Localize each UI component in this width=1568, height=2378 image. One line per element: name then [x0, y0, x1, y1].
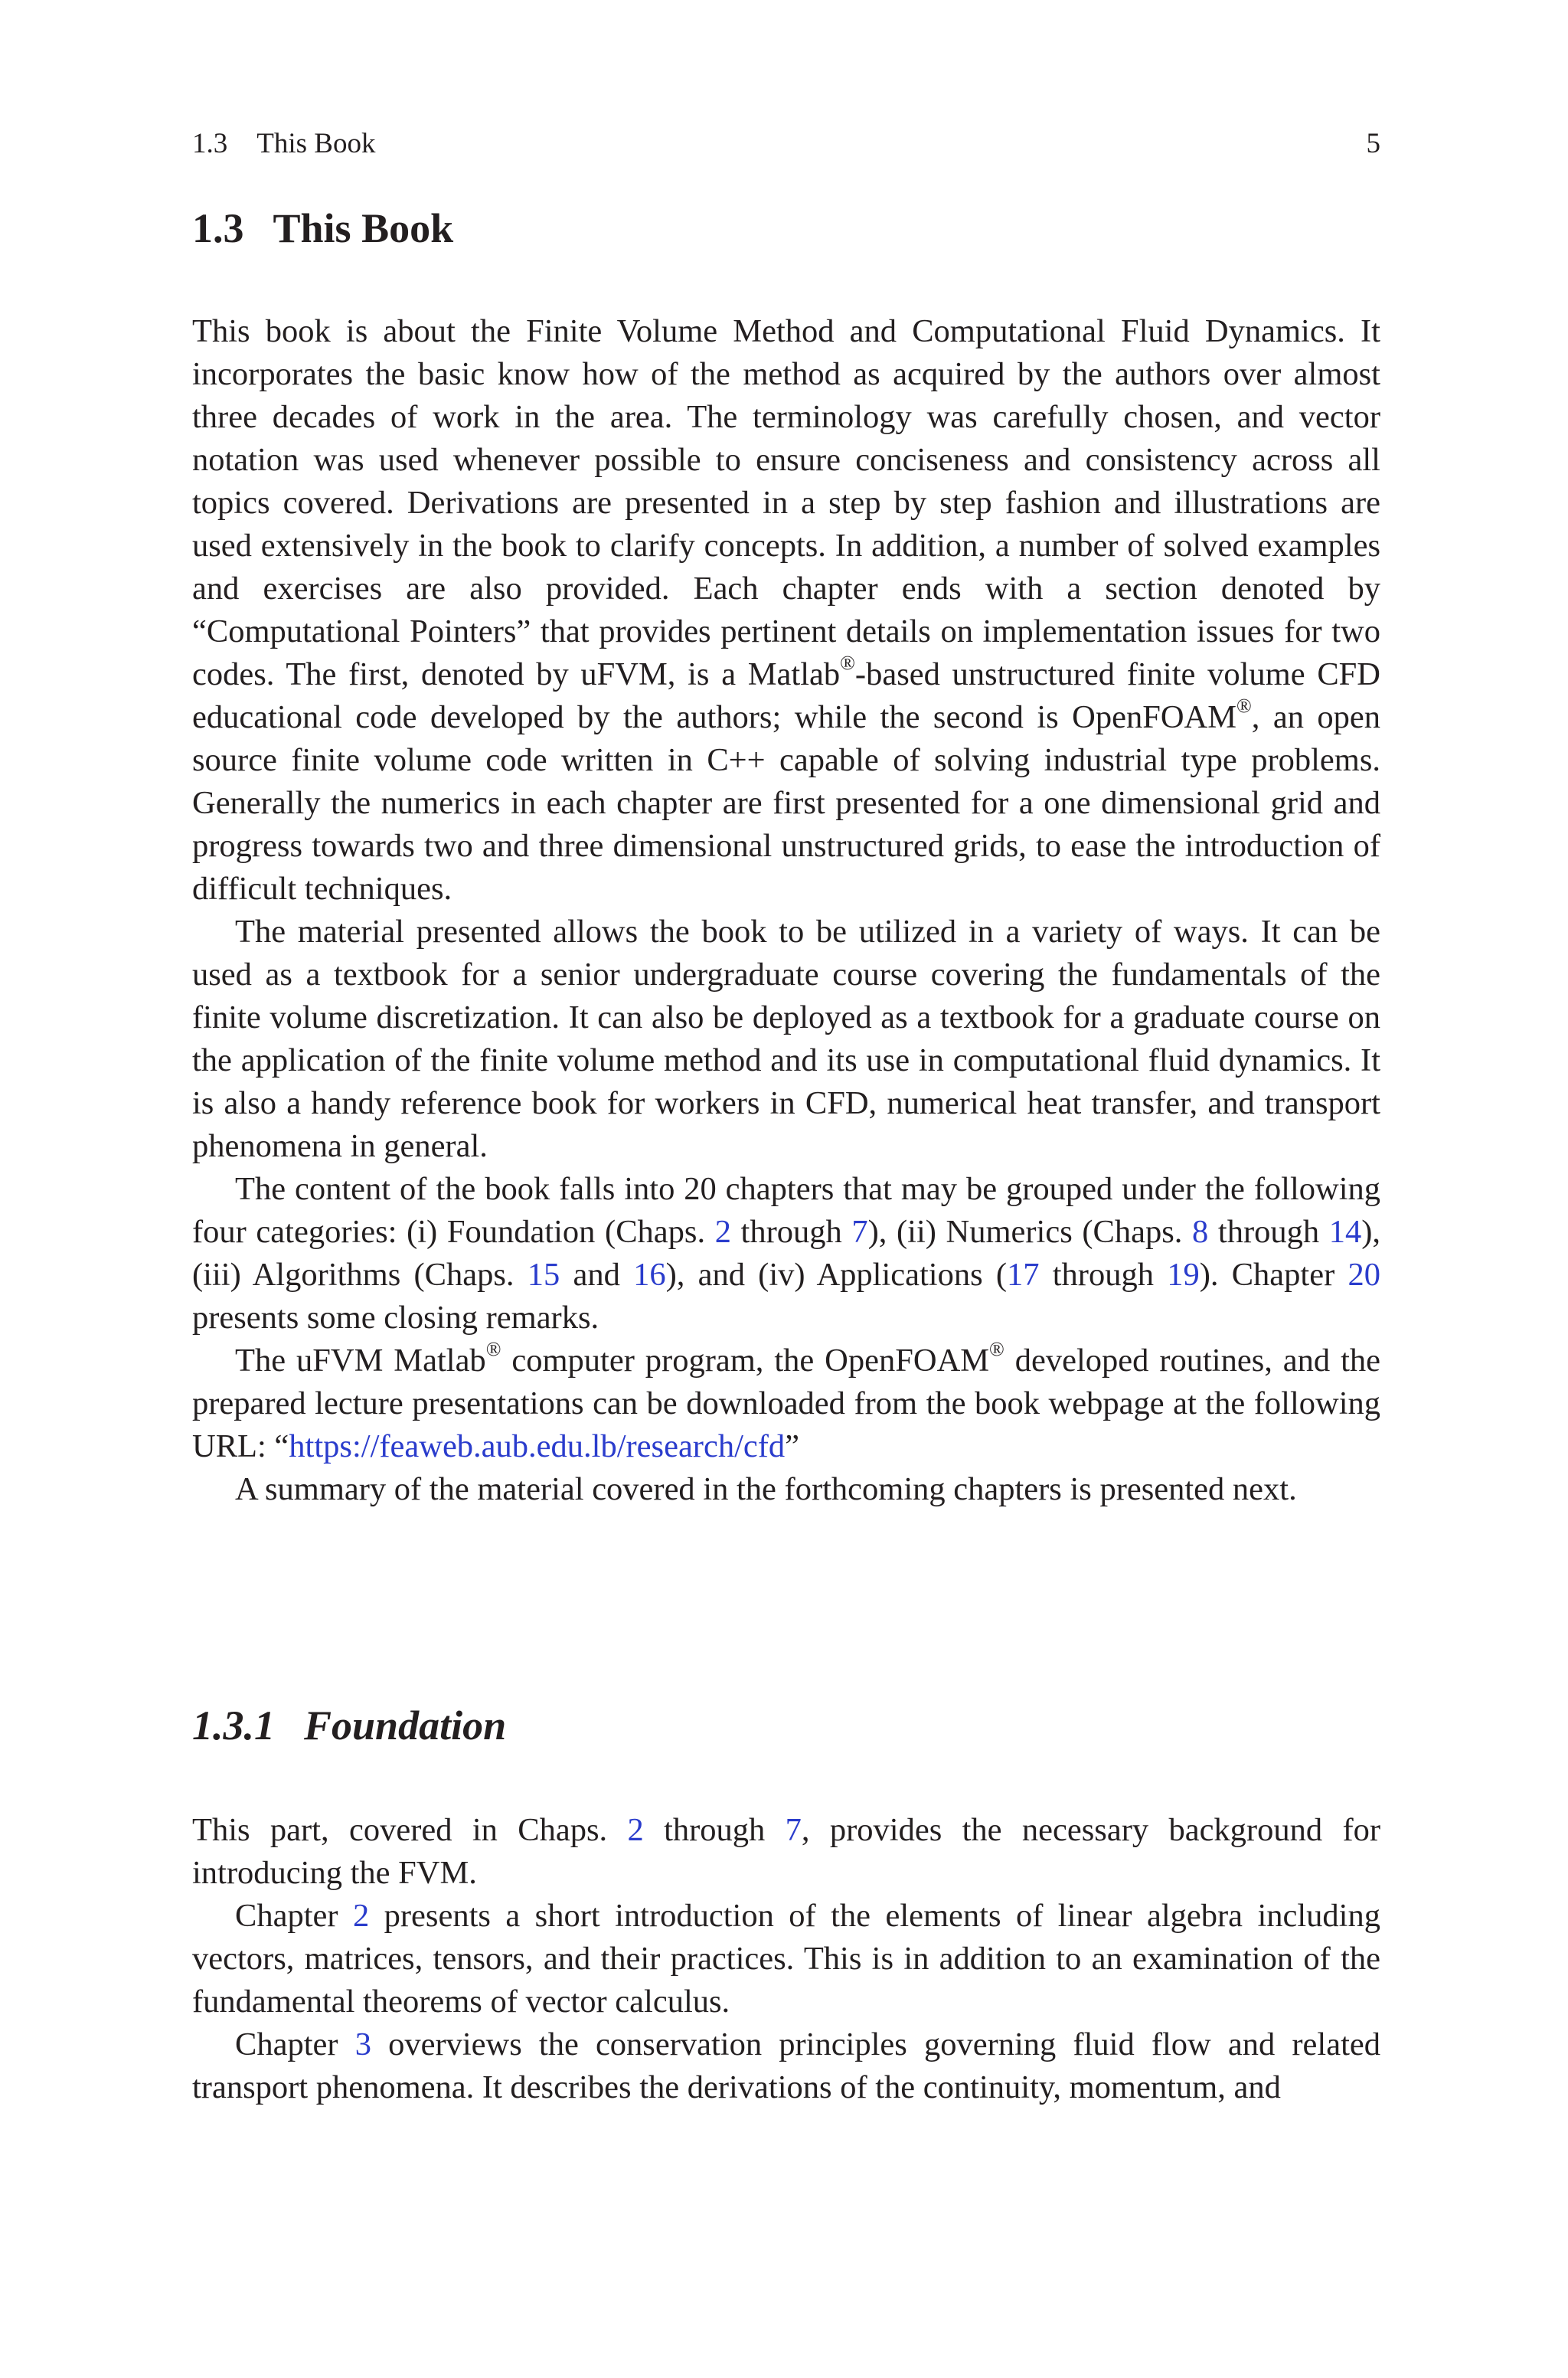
chapter-link-7[interactable]: 7 — [785, 1812, 802, 1848]
paragraph-content — [192, 1168, 1380, 1339]
chapter-link-7[interactable]: 7 — [851, 1214, 868, 1250]
paragraph-text: , an open source finite volume code written in C++ capable of solving industrial type problems. Generally the numerics in each chapter are first presented for a one dimensional grid and progress towards two and three dimensional unstructured grids, to ease the introduction of difficult techniques. — [192, 699, 1381, 907]
chapter-link-17[interactable]: 17 — [1007, 1257, 1040, 1293]
subsection-number: 1.3.1 — [192, 1703, 275, 1748]
paragraph-text: This book is about the Finite Volume Method and Computational Fluid Dynamics. It incorporates the basic know how of the method as acquired by the authors over almost three decades of work in the area. The terminology was carefully chosen, and vector notation was used whenever possible to ensure conciseness and consistency across all topics covered. Derivations are presented in a step by step fashion and illustrations are used extensively in the book to clarify concepts. In addition, a number of solved examples and exercises are also provided. Each chapter ends with a section denoted by “Computational Pointers” that provides pertinent details on implementation issues for two codes. The first, denoted by uFVM, is a Matlab — [192, 313, 1380, 692]
paragraph-download — [192, 1339, 1380, 1468]
paragraph-text: through — [1208, 1214, 1329, 1250]
chapter-link-16[interactable]: 16 — [633, 1257, 666, 1293]
paragraph-chapter-3 — [192, 2023, 1380, 2109]
registered-mark: ® — [840, 652, 855, 674]
chapter-link-2[interactable]: 2 — [352, 1898, 370, 1934]
subsection-body — [192, 1809, 1380, 2109]
chapter-link-3[interactable]: 3 — [354, 2026, 371, 2062]
chapter-link-14[interactable]: 14 — [1328, 1214, 1362, 1250]
section-heading — [192, 204, 453, 253]
paragraph-text: overviews the conservation principles governing fluid flow and related transport phenomena. It describes the derivations of the continuity, momentum, and — [192, 2026, 1380, 2105]
chapter-link-2[interactable]: 2 — [714, 1214, 731, 1250]
subsection-title: Foundation — [304, 1703, 507, 1748]
paragraph-text: through — [730, 1214, 852, 1250]
registered-mark: ® — [989, 1338, 1004, 1360]
paragraph-text: ). Chapter — [1199, 1257, 1348, 1293]
section-body — [192, 310, 1380, 1511]
section-number: 1.3 — [192, 205, 244, 251]
page-number: 5 — [1366, 128, 1380, 159]
paragraph-chapter-2 — [192, 1895, 1380, 2023]
paragraph-text: ), (ii) Numerics (Chaps. — [867, 1214, 1193, 1250]
paragraph-usage: The material presented allows the book to be utilized in a variety of ways. It can be used as a textbook for a senior undergraduate course covering the fundamentals of the finite volume discretization. It can also be deployed as a textbook for a graduate course on the application of the finite volume method and its use in computational fluid dynamics. It is also a handy reference book for workers in CFD, numerical heat transfer, and transport phenomena in general. — [192, 914, 1380, 1164]
paragraph-text: The uFVM Matlab — [235, 1343, 486, 1379]
chapter-link-20[interactable]: 20 — [1348, 1257, 1380, 1293]
paragraph-summary: A summary of the material covered in the forthcoming chapters is presented next. — [235, 1471, 1297, 1507]
chapter-link-8[interactable]: 8 — [1192, 1214, 1209, 1250]
paragraph-text: Chapter — [235, 2026, 355, 2062]
paragraph-text: , provides the necessary background for introducing the FVM. — [192, 1812, 1380, 1891]
paragraph-text: developed routines, and the prepared lecture presentations can be downloaded from the book webpage at the following URL: “ — [192, 1343, 1380, 1464]
running-head-section-number: 1.3 — [192, 128, 228, 159]
paragraph-text: presents some closing remarks. — [192, 1300, 599, 1336]
paragraph-text: The content of the book falls into 20 chapters that may be grouped under the following four categories: (i) Foundation (Chaps. — [192, 1171, 1380, 1250]
running-head — [192, 127, 1380, 161]
paragraph-foundation — [192, 1809, 1380, 1895]
chapter-link-15[interactable]: 15 — [527, 1257, 560, 1293]
paragraph-text: This part, covered in Chaps. — [192, 1812, 628, 1848]
paragraph-text: computer program, the OpenFOAM — [501, 1343, 990, 1379]
section-title: This Book — [273, 205, 454, 251]
paragraph-text: ” — [785, 1428, 800, 1464]
chapter-link-2[interactable]: 2 — [627, 1812, 644, 1848]
registered-mark: ® — [485, 1338, 501, 1360]
paragraph-text: through — [643, 1812, 786, 1848]
paragraph-text: ), (iii) Algorithms (Chaps. — [192, 1214, 1380, 1293]
paragraph-text: Chapter — [235, 1898, 353, 1934]
subsection-heading — [192, 1701, 506, 1750]
paragraph-text: and — [560, 1257, 634, 1293]
chapter-link-19[interactable]: 19 — [1167, 1257, 1200, 1293]
paragraph-text: -based unstructured finite volume CFD educational code developed by the authors; while the second is OpenFOAM — [192, 656, 1380, 735]
registered-mark: ® — [1236, 695, 1252, 717]
paragraph-text: presents a short introduction of the elements of linear algebra including vectors, matrices, tensors, and their practices. This is in addition to an examination of the fundamental theorems of vector calculus. — [192, 1898, 1380, 2020]
paragraph-intro — [192, 310, 1380, 911]
book-webpage-link[interactable]: https://feaweb.aub.edu.lb/research/cfd — [289, 1428, 786, 1464]
running-head-section-title: This Book — [256, 128, 376, 159]
running-head-section — [192, 127, 375, 161]
paragraph-text: ), and (iv) Applications ( — [665, 1257, 1008, 1293]
paragraph-text: through — [1039, 1257, 1168, 1293]
